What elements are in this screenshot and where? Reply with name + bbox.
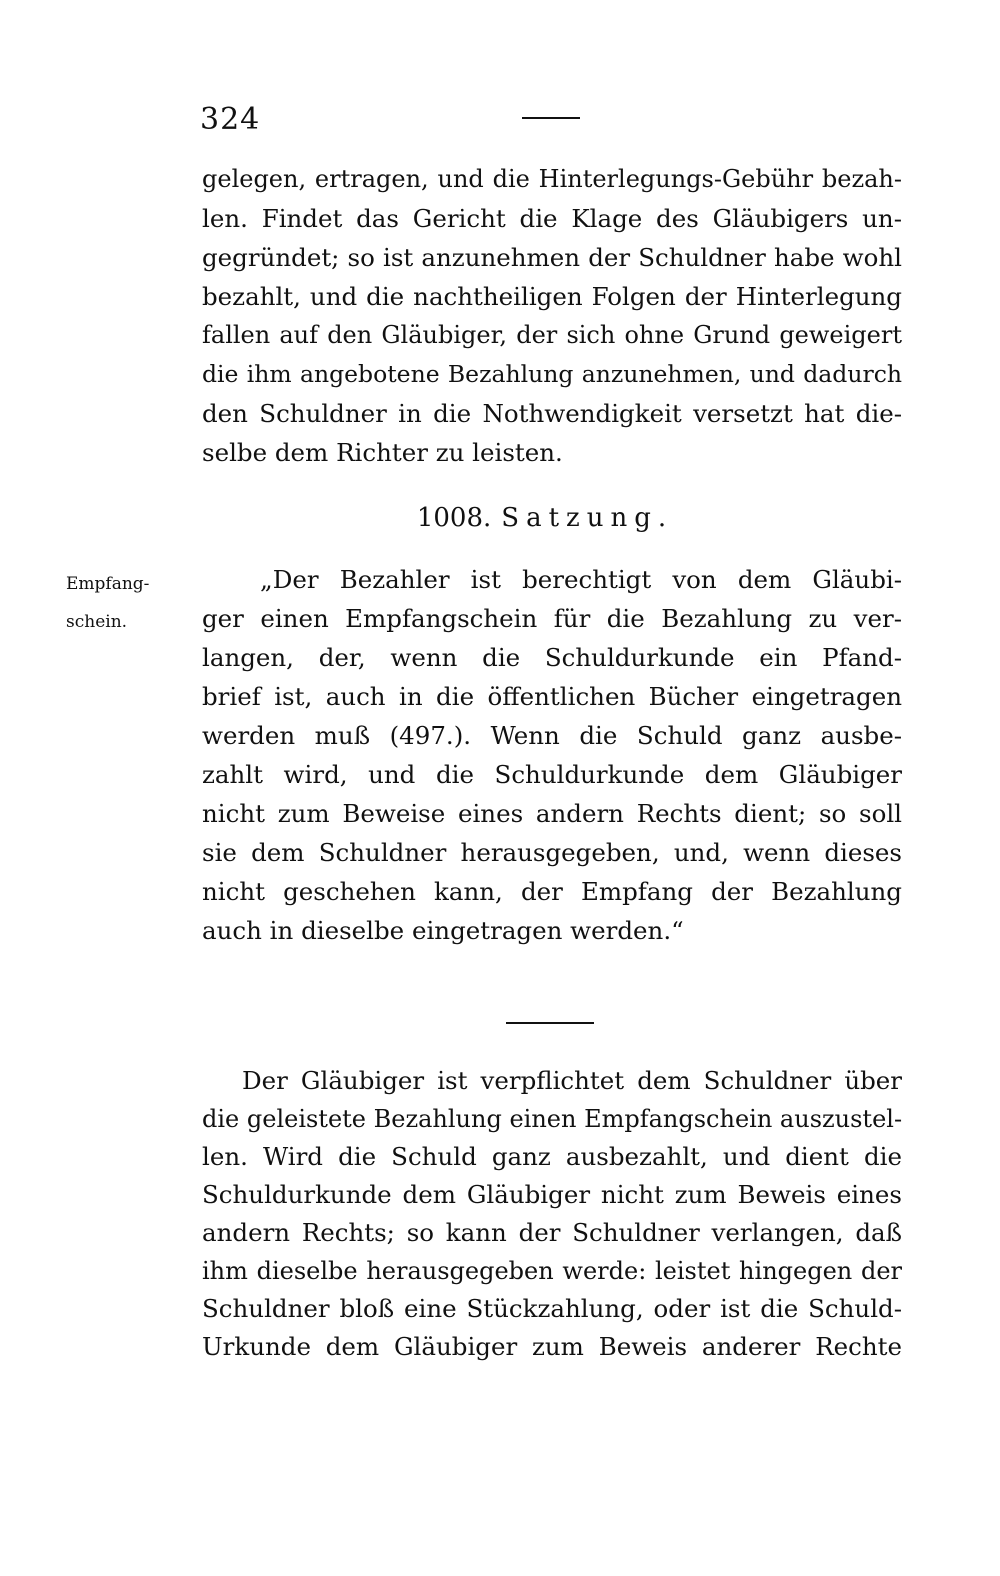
text-line: andern Rechts; so kann der Schuldner verlangen, daß bbox=[202, 1218, 902, 1247]
text-line: Der Gläubiger ist verpflichtet dem Schuldner über bbox=[242, 1066, 902, 1095]
paragraph-continued bbox=[202, 160, 902, 472]
section-number: 1008. bbox=[416, 503, 492, 533]
text-line: gelegen, ertragen, und die Hinterlegungs-Gebühr bezah- bbox=[202, 165, 902, 193]
text-line: nicht zum Beweise eines andern Rechts dient; so soll bbox=[202, 799, 902, 828]
text-line: auch in dieselbe eingetragen werden.“ bbox=[202, 916, 684, 945]
commentary-paragraph bbox=[202, 1062, 902, 1366]
text-line: selbe dem Richter zu leisten. bbox=[202, 438, 563, 467]
margin-note bbox=[66, 565, 186, 641]
text-line: len. Wird die Schuld ganz ausbezahlt, und dient die bbox=[202, 1142, 902, 1171]
page-number: 324 bbox=[200, 102, 261, 137]
text-line: ger einen Empfangschein für die Bezahlung zu ver- bbox=[202, 604, 902, 633]
text-line: „Der Bezahler ist berechtigt von dem Gläubi- bbox=[260, 565, 902, 594]
text-line: gegründet; so ist anzunehmen der Schuldner habe wohl bbox=[202, 243, 902, 272]
section-title: Satzung. bbox=[501, 503, 674, 533]
section-divider bbox=[506, 1022, 594, 1024]
text-line: bezahlt, und die nachtheiligen Folgen der Hinterlegung bbox=[202, 282, 902, 311]
text-line: den Schuldner in die Nothwendigkeit versetzt hat die- bbox=[202, 399, 902, 428]
text-line: langen, der, wenn die Schuldurkunde ein Pfand- bbox=[202, 643, 902, 672]
text-line: Schuldner bloß eine Stückzahlung, oder ist die Schuld- bbox=[202, 1294, 902, 1323]
text-line: nicht geschehen kann, der Empfang der Bezahlung bbox=[202, 877, 902, 906]
text-line: werden muß (497.). Wenn die Schuld ganz ausbe- bbox=[202, 721, 902, 750]
text-line: Schuldurkunde dem Gläubiger nicht zum Beweis eines bbox=[202, 1180, 902, 1209]
statute-quote bbox=[202, 560, 902, 950]
text-line: sie dem Schuldner herausgegeben, und, wenn dieses bbox=[202, 838, 902, 867]
text-line: ihm dieselbe herausgegeben werde: leistet hingegen der bbox=[202, 1257, 902, 1285]
section-heading bbox=[0, 498, 1000, 538]
text-line: die geleistete Bezahlung einen Empfangschein auszustel- bbox=[202, 1105, 903, 1133]
header-rule bbox=[522, 117, 580, 119]
text-line: brief ist, auch in die öffentlichen Bücher eingetragen bbox=[202, 682, 902, 711]
text-line: len. Findet das Gericht die Klage des Gläubigers un- bbox=[202, 204, 902, 233]
text-line: Urkunde dem Gläubiger zum Beweis anderer Rechte bbox=[202, 1332, 902, 1361]
text-line: zahlt wird, und die Schuldurkunde dem Gläubiger bbox=[202, 760, 902, 789]
margin-note-line: schein. bbox=[66, 612, 128, 632]
text-line: fallen auf den Gläubiger, der sich ohne Grund geweigert bbox=[202, 321, 902, 349]
text-line: die ihm angebotene Bezahlung anzunehmen, und dadurch bbox=[202, 360, 902, 388]
margin-note-line: Empfang- bbox=[66, 574, 150, 594]
